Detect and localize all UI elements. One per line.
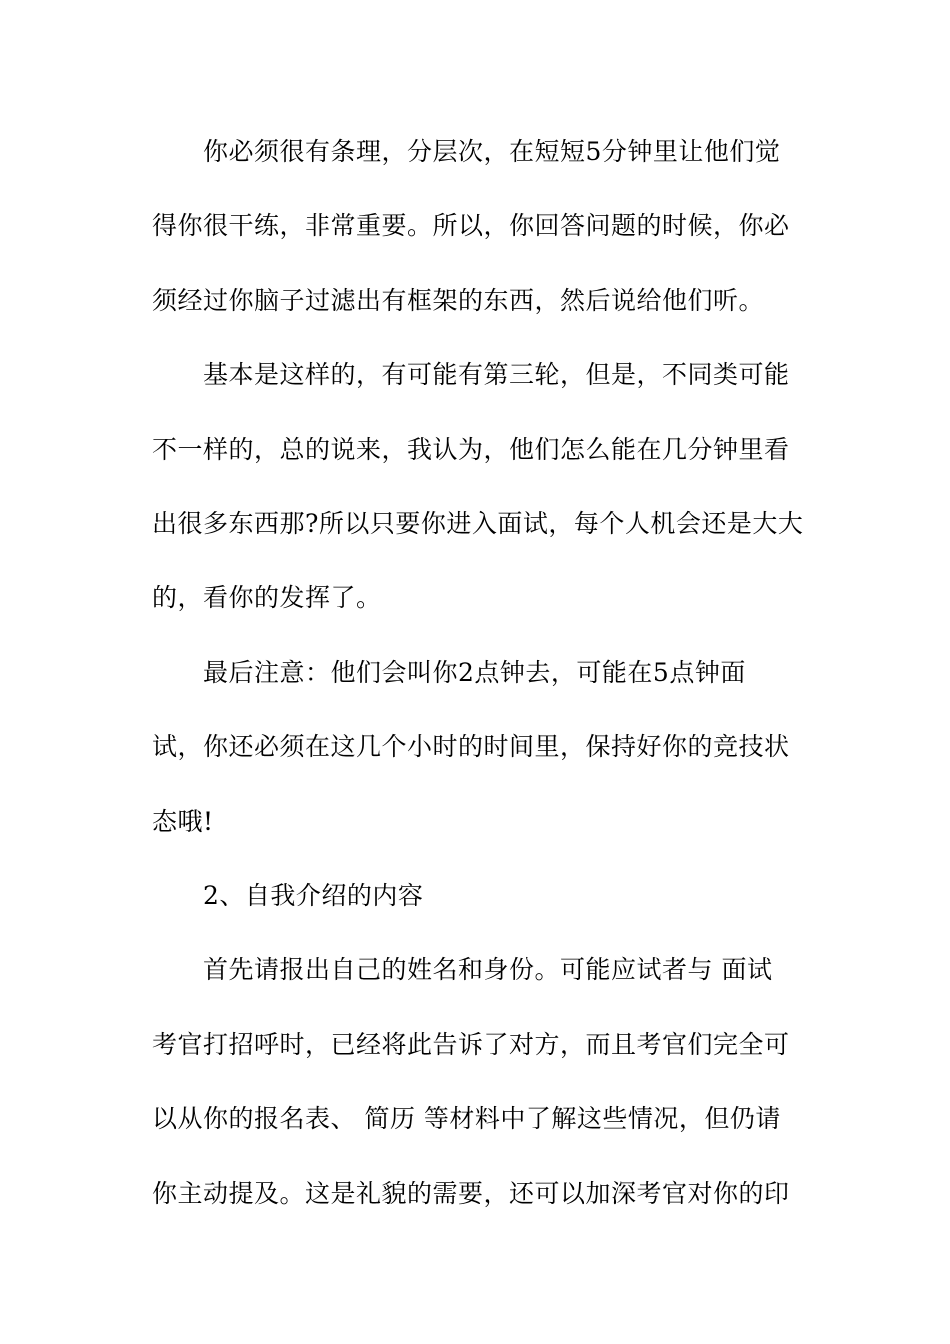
text-line-4: 基本是这样的，有可能有第三轮，但是，不同类可能 — [203, 360, 790, 389]
text-line-12: 首先请报出自己的姓名和身份。可能应试者与 面试 — [203, 955, 773, 984]
text-line-10: 态哦! — [152, 807, 214, 836]
text-line-3: 须经过你脑子过滤出有框架的东西，然后说给他们听。 — [152, 286, 765, 315]
section-heading: 2、自我介绍的内容 — [203, 881, 424, 910]
text-line-13: 考官打招呼时，已经将此告诉了对方，而且考官们完全可 — [152, 1030, 790, 1059]
text-line-15: 你主动提及。这是礼貌的需要，还可以加深考官对你的印 — [152, 1179, 790, 1208]
text-line-2: 得你很干练，非常重要。所以，你回答问题的时候，你必 — [152, 211, 790, 240]
text-line-8: 最后注意：他们会叫你2点钟去，可能在5点钟面 — [203, 658, 746, 687]
text-line-9: 试，你还必须在这几个小时的时间里，保持好你的竞技状 — [152, 732, 790, 761]
text-line-7: 的，看你的发挥了。 — [152, 583, 382, 612]
text-line-14: 以从你的报名表、 简历 等材料中了解这些情况，但仍请 — [152, 1104, 781, 1133]
text-line-6: 出很多东西那?所以只要你进入面试，每个人机会还是大大 — [152, 509, 804, 538]
text-line-1: 你必须很有条理，分层次，在短短5分钟里让他们觉 — [203, 137, 781, 166]
text-line-5: 不一样的，总的说来，我认为，他们怎么能在几分钟里看 — [152, 435, 790, 464]
